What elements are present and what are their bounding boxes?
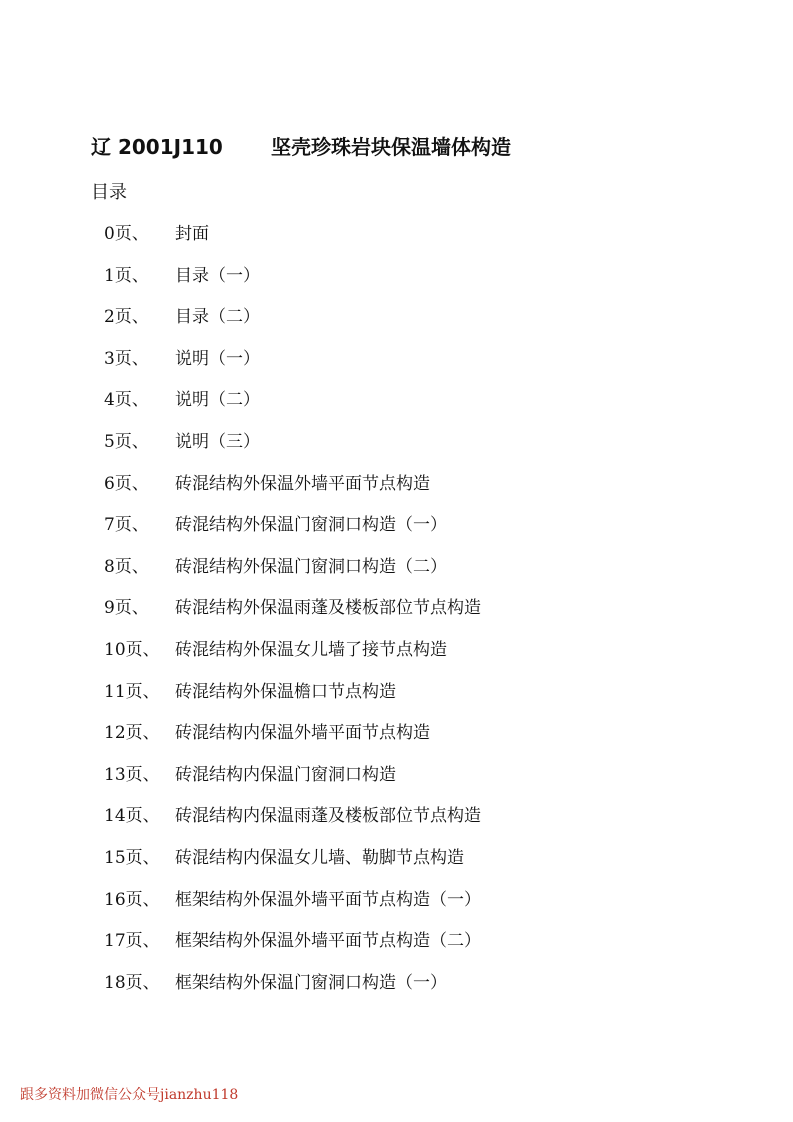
- toc-item: [104, 888, 481, 930]
- toc-page-number: 11页、: [104, 681, 160, 702]
- toc-item-label: 砖混结构外保温女儿墙了接节点构造: [175, 639, 447, 660]
- toc-item-label: 目录（一）: [175, 265, 260, 286]
- toc-item: [104, 264, 481, 306]
- toc-page-number: 10页、: [104, 639, 160, 660]
- toc-item: [104, 763, 481, 805]
- toc-page-number: 7页、: [104, 515, 149, 536]
- toc-item: [104, 929, 481, 971]
- toc-page-number: 1页、: [104, 265, 149, 286]
- toc-item: [104, 472, 481, 514]
- toc-page-number: 9页、: [104, 598, 149, 619]
- toc-page-number: 17页、: [104, 931, 160, 952]
- toc-item-label: 砖混结构外保温门窗洞口构造（二）: [175, 556, 447, 577]
- toc-item-label: 砖混结构内保温雨蓬及楼板部位节点构造: [175, 806, 481, 827]
- toc-item-label: 框架结构外保温外墙平面节点构造（二）: [175, 931, 481, 952]
- toc-page-number: 6页、: [104, 473, 149, 494]
- toc-item: [104, 971, 481, 1013]
- toc-page-number: 14页、: [104, 806, 160, 827]
- toc-page-number: 5页、: [104, 431, 149, 452]
- toc-item-label: 目录（二）: [175, 307, 260, 328]
- toc-item-label: 砖混结构外保温门窗洞口构造（一）: [175, 515, 447, 536]
- toc-page-number: 18页、: [104, 972, 160, 993]
- toc-item-label: 说明（三）: [175, 431, 260, 452]
- toc-page-number: 4页、: [104, 390, 149, 411]
- toc-item-label: 框架结构外保温外墙平面节点构造（一）: [175, 889, 481, 910]
- toc-list: [104, 222, 481, 1012]
- toc-item-label: 砖混结构内保温女儿墙、勒脚节点构造: [175, 847, 464, 868]
- toc-page-number: 2页、: [104, 307, 149, 328]
- toc-item-label: 砖混结构外保温外墙平面节点构造: [175, 473, 430, 494]
- toc-item: [104, 804, 481, 846]
- toc-item: [104, 721, 481, 763]
- toc-item: [104, 222, 481, 264]
- document-name: 坚壳珍珠岩块保温墙体构造: [270, 135, 511, 160]
- toc-item: [104, 347, 481, 389]
- toc-item-label: 封面: [175, 224, 209, 244]
- standard-code: 辽 2001J110: [91, 135, 223, 160]
- toc-item: [104, 846, 481, 888]
- toc-item-label: 砖混结构内保温外墙平面节点构造: [175, 723, 430, 744]
- toc-item: [104, 596, 481, 638]
- toc-item-label: 砖混结构内保温门窗洞口构造: [175, 764, 396, 785]
- toc-page-number: 13页、: [104, 764, 160, 785]
- toc-heading: 目录: [91, 182, 127, 203]
- toc-item-label: 说明（一）: [175, 348, 260, 369]
- toc-page-number: 16页、: [104, 889, 160, 910]
- page-title: [91, 133, 511, 161]
- toc-item: [104, 638, 481, 680]
- footer-note: 跟多资料加微信公众号jianzhu118: [20, 1087, 239, 1103]
- toc-page-number: 12页、: [104, 723, 160, 744]
- toc-item-label: 框架结构外保温门窗洞口构造（一）: [175, 972, 447, 993]
- toc-page-number: 15页、: [104, 847, 160, 868]
- toc-page-number: 0页、: [104, 224, 149, 244]
- toc-item: [104, 388, 481, 430]
- toc-page-number: 8页、: [104, 556, 149, 577]
- toc-item-label: 砖混结构外保温檐口节点构造: [175, 681, 396, 702]
- toc-item: [104, 555, 481, 597]
- toc-item: [104, 513, 481, 555]
- toc-item: [104, 305, 481, 347]
- toc-item-label: 说明（二）: [175, 390, 260, 411]
- toc-item: [104, 680, 481, 722]
- toc-item: [104, 430, 481, 472]
- toc-item-label: 砖混结构外保温雨蓬及楼板部位节点构造: [175, 598, 481, 619]
- toc-page-number: 3页、: [104, 348, 149, 369]
